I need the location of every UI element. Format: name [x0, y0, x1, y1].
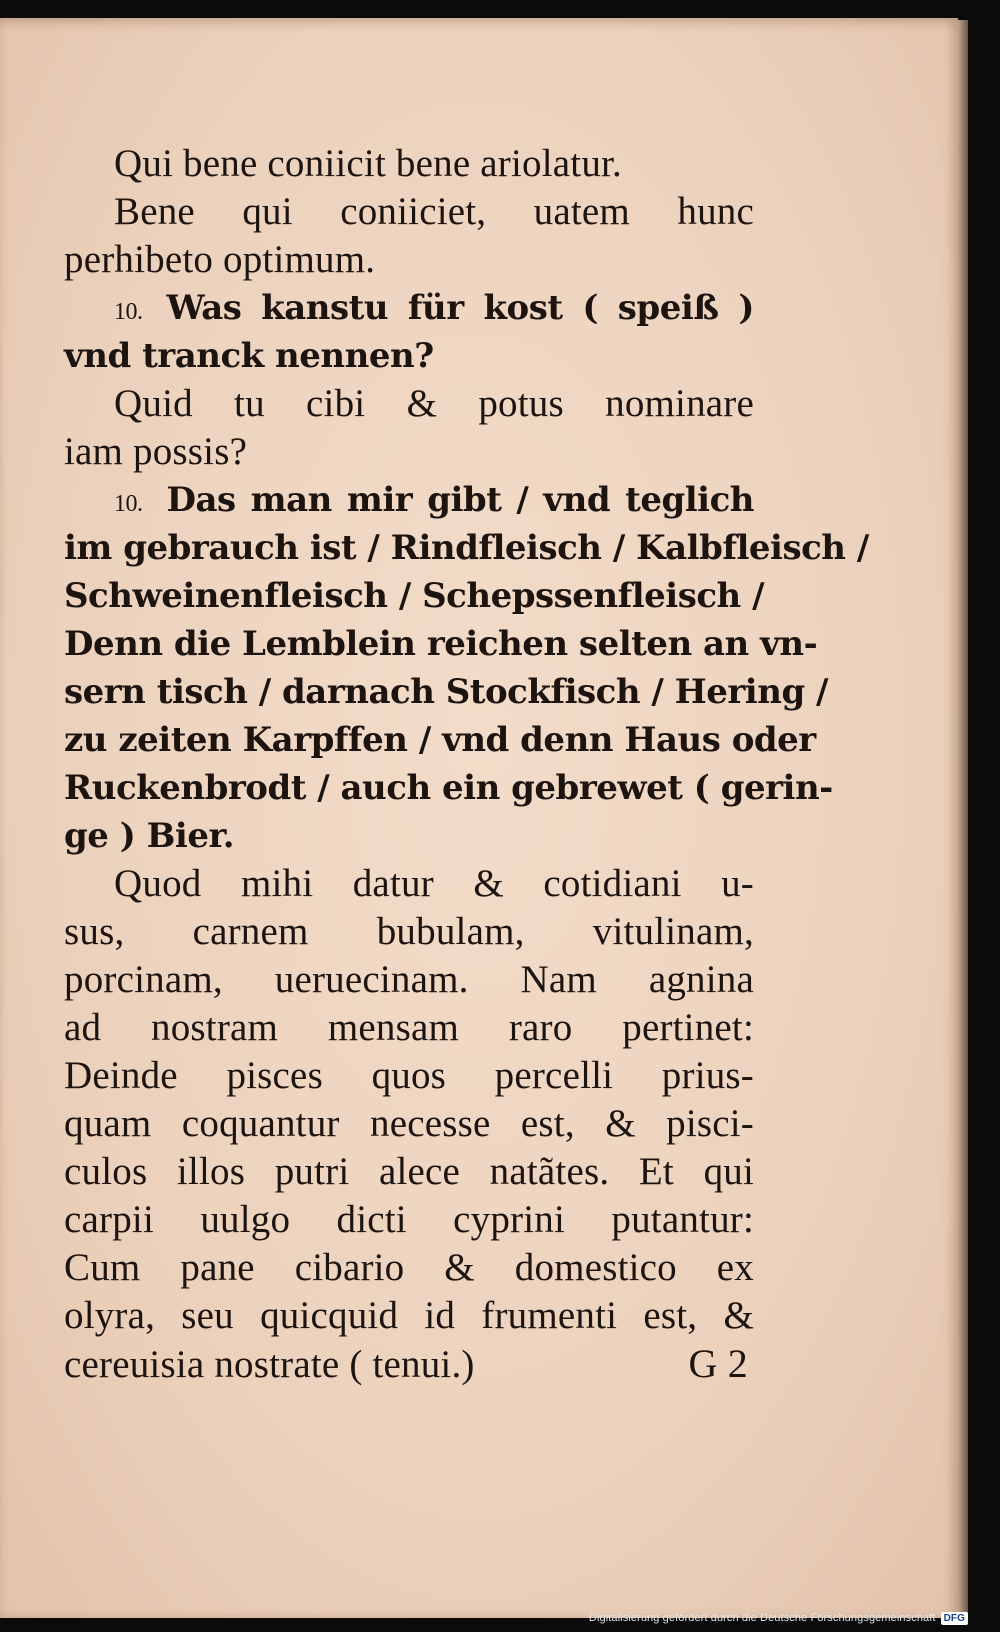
line-text: ad nostram mensam raro pertinet: — [64, 1006, 754, 1049]
text-line — [64, 380, 754, 428]
text-line — [64, 236, 754, 284]
text-line-last — [64, 1340, 754, 1388]
line-text: culos illos putri alece natãtes. Et qui — [64, 1150, 754, 1193]
line-text: Bene qui coniiciet, uatem hunc — [114, 190, 754, 233]
text-line — [64, 812, 754, 860]
page-text — [64, 140, 869, 1388]
line-text: Schweinenfleisch / Schepssenfleisch / — [64, 576, 765, 616]
text-line — [64, 716, 816, 764]
text-line — [64, 1196, 754, 1244]
text-line — [64, 1148, 754, 1196]
text-line — [64, 908, 754, 956]
line-text: iam possis? — [64, 430, 248, 473]
line-text: Denn die Lemblein reichen selten an vn- — [64, 624, 818, 664]
line-text: porcinam, ueruecinam. Nam agnina — [64, 958, 754, 1001]
line-text: ge ) Bier. — [64, 816, 235, 856]
signature-mark: G 2 — [688, 1341, 748, 1386]
text-line — [64, 476, 754, 524]
text-line — [64, 668, 828, 716]
line-text: Deinde pisces quos percelli prius- — [64, 1054, 754, 1097]
text-line — [64, 428, 754, 476]
book-page — [0, 18, 958, 1618]
line-text: sus, carnem bubulam, vitulinam, — [64, 910, 754, 953]
text-line — [64, 1052, 754, 1100]
line-text: im gebrauch ist / Rindfleisch / Kalbfleisch / — [64, 528, 869, 568]
page-edge — [958, 20, 968, 1618]
paragraph-number: 10. — [114, 491, 143, 517]
line-text: sern tisch / darnach Stockfisch / Hering / — [64, 672, 828, 712]
text-line — [64, 1004, 754, 1052]
text-line — [64, 620, 818, 668]
text-line — [64, 1100, 754, 1148]
line-text: zu zeiten Karpffen / vnd denn Haus oder — [64, 720, 816, 760]
credit-text: Digitalisierung gefördert durch die Deutsche Forschungsgemeinschaft — [588, 1612, 936, 1624]
paragraph-number: 10. — [114, 299, 143, 325]
line-text: Was kanstu für kost ( speiß ) — [166, 288, 754, 328]
text-line — [64, 956, 754, 1004]
line-text: Quod mihi datur & cotidiani u- — [114, 862, 754, 905]
text-line — [64, 140, 754, 188]
text-line — [64, 572, 765, 620]
text-line — [64, 860, 754, 908]
text-line — [64, 524, 869, 572]
text-line — [64, 764, 833, 812]
dfg-logo: DFG — [941, 1612, 968, 1625]
text-line — [64, 284, 754, 332]
line-text: Cum pane cibario & domestico ex — [64, 1246, 754, 1289]
line-text: carpii uulgo dicti cyprini putantur: — [64, 1198, 754, 1241]
line-text: cereuisia nostrate ( tenui.) — [64, 1343, 475, 1386]
line-text: perhibeto optimum. — [64, 238, 376, 281]
text-line — [64, 332, 754, 380]
line-text: Ruckenbrodt / auch ein gebrewet ( gerin- — [64, 768, 833, 808]
text-line — [64, 1244, 754, 1292]
line-text: quam coquantur necesse est, & pisci- — [64, 1102, 754, 1145]
line-text: olyra, seu quicquid id frumenti est, & — [64, 1294, 754, 1337]
line-text: Das man mir gibt / vnd teglich — [166, 480, 754, 520]
digitization-credit — [589, 1608, 968, 1628]
line-text: vnd tranck nennen? — [64, 336, 434, 376]
text-line — [64, 188, 754, 236]
line-text: Qui bene coniicit bene ariolatur. — [114, 142, 623, 185]
text-line — [64, 1292, 754, 1340]
line-text: Quid tu cibi & potus nominare — [114, 382, 754, 425]
